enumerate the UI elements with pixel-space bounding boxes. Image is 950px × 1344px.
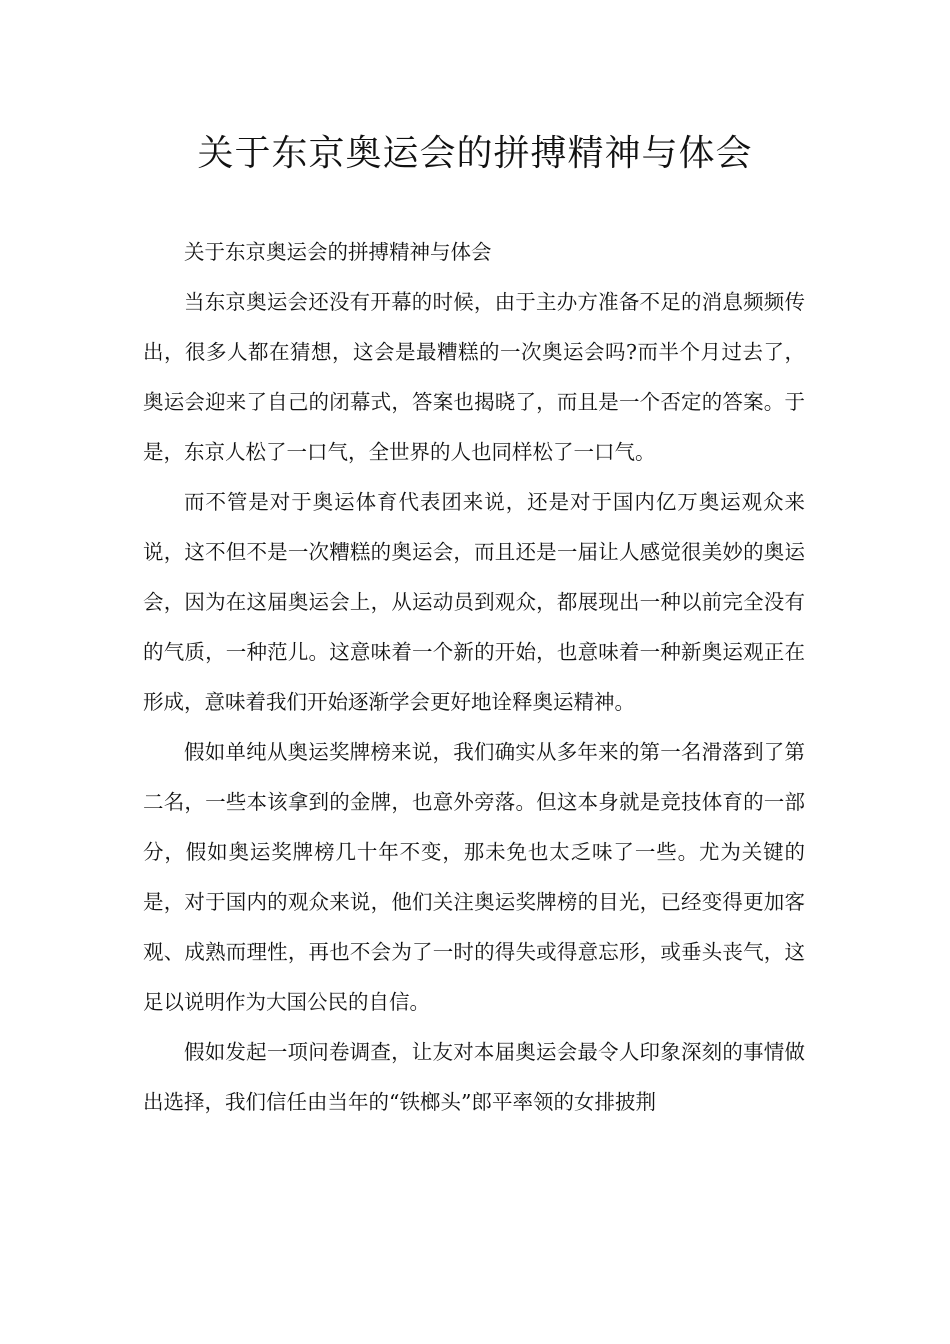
paragraph: 而不管是对于奥运体育代表团来说，还是对于国内亿万奥运观众来说，这不但不是一次糟糕的奥运会，而且还是一届让人感觉很美妙的奥运会，因为在这届奥运会上，从运动员到观众，都展现出一种以前完全没有的气质，一种范儿。这意味着一个新的开始，也意味着一种新奥运观正在形成，意味着我们开始逐渐学会更好地诠释奥运精神。	[143, 490, 805, 714]
paragraph-heading: 关于东京奥运会的拼搏精神与体会	[184, 240, 492, 264]
paragraph: 假如单纯从奥运奖牌榜来说，我们确实从多年来的第一名滑落到了第二名，一些本该拿到的金牌，也意外旁落。但这本身就是竞技体育的一部分，假如奥运奖牌榜几十年不变，那未免也太乏味了一些。尤为关键的是，对于国内的观众来说，他们关注奥运奖牌榜的目光，已经变得更加客观、成熟而理性，再也不会为了一时的得失或得意忘形，或垂头丧气，这足以说明作为大国公民的自信。	[143, 740, 805, 1014]
document-title: 关于东京奥运会的拼搏精神与体会	[197, 133, 753, 174]
paragraph: 假如发起一项问卷调查，让友对本届奥运会最令人印象深刻的事情做出选择，我们信任由当年的“铁榔头”郎平率领的女排披荆	[143, 1040, 805, 1114]
paragraph: 当东京奥运会还没有开幕的时候，由于主办方准备不足的消息频频传出，很多人都在猜想，这会是最糟糕的一次奥运会吗?而半个月过去了，奥运会迎来了自己的闭幕式，答案也揭晓了，而且是一个否定的答案。于是，东京人松了一口气，全世界的人也同样松了一口气。	[143, 290, 805, 464]
document-body	[143, 227, 805, 1127]
